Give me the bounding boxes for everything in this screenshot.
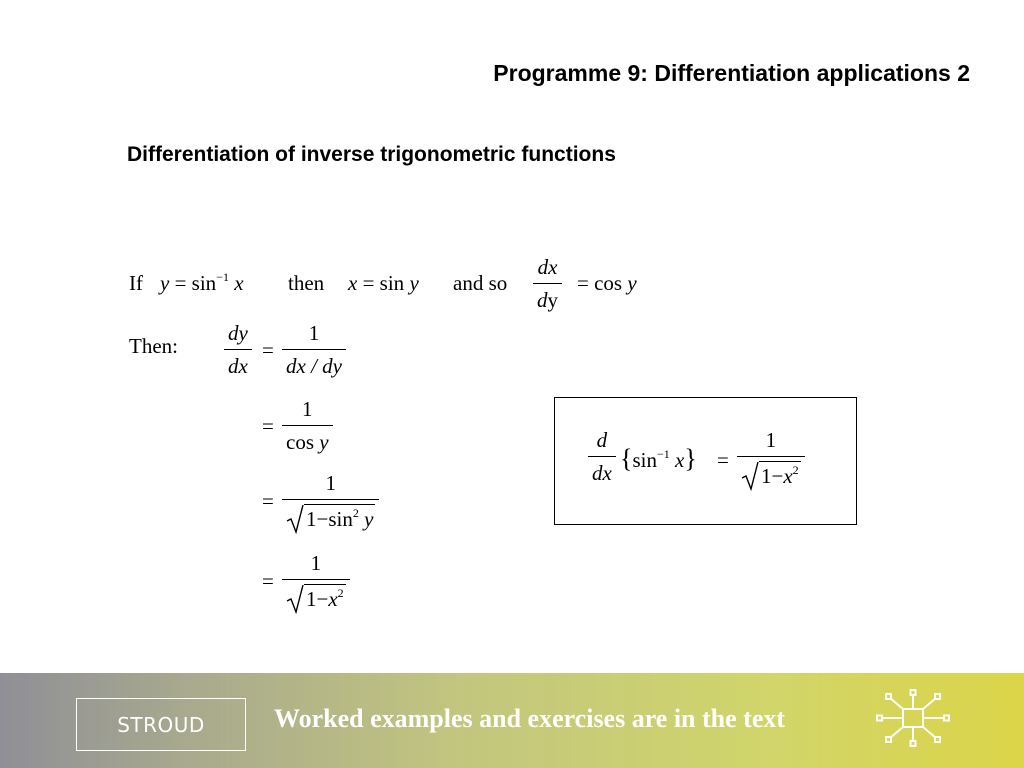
expr-y-equals-arcsin-x bbox=[160, 271, 244, 296]
fraction-bar bbox=[224, 349, 252, 350]
var-x: x bbox=[234, 271, 244, 295]
fraction-dy-dx bbox=[224, 321, 252, 378]
expr-braced-arcsin-x bbox=[620, 444, 697, 474]
expr-equals-cos-y bbox=[577, 271, 637, 296]
equals-sign: = bbox=[262, 569, 274, 593]
equals-sign: = bbox=[174, 271, 187, 295]
equals-sign: = bbox=[262, 338, 274, 362]
equals-sign: = bbox=[262, 414, 274, 438]
fraction-dx-dy bbox=[533, 255, 562, 312]
expr-x-equals-sin-y bbox=[348, 271, 419, 296]
func-sin: sin bbox=[379, 271, 405, 295]
var-x: x bbox=[348, 271, 358, 295]
fraction-one-over-root-1-minus-x2 bbox=[282, 551, 350, 614]
fraction-numerator: 1 bbox=[302, 397, 313, 421]
fraction-result bbox=[737, 428, 805, 491]
func-sin: sin bbox=[632, 448, 657, 472]
fraction-numerator: 1 bbox=[310, 551, 322, 575]
square-root bbox=[737, 461, 805, 491]
fraction-bar bbox=[588, 456, 616, 457]
fraction-denominator: dx / dy bbox=[286, 354, 342, 379]
radical-sign bbox=[286, 584, 304, 614]
stroud-logo bbox=[76, 698, 246, 751]
fraction-bar bbox=[533, 283, 562, 284]
fraction-bar bbox=[282, 499, 379, 500]
inverse-superscript: −1 bbox=[657, 447, 670, 461]
word-if: If bbox=[129, 271, 143, 295]
square-root bbox=[282, 504, 379, 534]
footer-caption: Worked examples and exercises are in the text bbox=[274, 704, 786, 733]
fraction-numerator: 1 bbox=[765, 428, 777, 452]
fraction-denominator: dy bbox=[537, 288, 558, 313]
func-sin: sin bbox=[191, 271, 217, 295]
func-cos: cos bbox=[594, 271, 623, 295]
label-then: Then: bbox=[129, 334, 178, 358]
equals-sign: = bbox=[362, 271, 375, 295]
section-subtitle: Differentiation of inverse trigonometric functions bbox=[127, 143, 616, 166]
var-y: y bbox=[627, 271, 637, 295]
fraction-denominator: dx bbox=[228, 354, 248, 379]
radicand: $1-x^2$ bbox=[759, 461, 801, 491]
left-brace: { bbox=[620, 444, 633, 473]
var-x: x bbox=[675, 448, 685, 472]
var-y: y bbox=[409, 271, 419, 295]
inverse-superscript: −1 bbox=[216, 270, 229, 284]
fraction-bar bbox=[282, 425, 333, 426]
network-node-icon bbox=[872, 688, 954, 748]
radicand: $1-x^2$ bbox=[304, 584, 346, 614]
radicand: $1-\sin^2$ y bbox=[304, 504, 375, 534]
fraction-one-over-root-1-minus-sin2y bbox=[282, 471, 379, 534]
equals-sign: = bbox=[717, 448, 729, 472]
fraction-one-over-dx-dy bbox=[282, 321, 346, 378]
fraction-numerator: d bbox=[596, 428, 608, 452]
fraction-numerator: dx bbox=[537, 255, 558, 279]
fraction-numerator: dy bbox=[228, 321, 248, 345]
right-brace: } bbox=[684, 444, 697, 473]
fraction-d-dx bbox=[588, 428, 616, 485]
words-and-so: and so bbox=[453, 271, 508, 295]
fraction-numerator: 1 bbox=[308, 321, 320, 345]
fraction-bar bbox=[737, 456, 805, 457]
square-root bbox=[282, 584, 350, 614]
radical-sign bbox=[286, 504, 304, 534]
brand-label: STROUD bbox=[117, 712, 205, 737]
fraction-denominator: dx bbox=[592, 461, 612, 486]
equals-sign: = bbox=[577, 271, 589, 295]
fraction-bar bbox=[282, 349, 346, 350]
equals-sign: = bbox=[262, 489, 274, 513]
fraction-denominator: cos y bbox=[286, 430, 329, 455]
fraction-bar bbox=[282, 579, 350, 580]
page-title: Programme 9: Differentiation applications 2 bbox=[493, 60, 970, 86]
fraction-one-over-cos-y bbox=[282, 397, 333, 454]
word-then: then bbox=[288, 271, 325, 295]
radical-sign bbox=[741, 461, 759, 491]
var-y: y bbox=[160, 271, 170, 295]
fraction-numerator: 1 bbox=[325, 471, 336, 495]
